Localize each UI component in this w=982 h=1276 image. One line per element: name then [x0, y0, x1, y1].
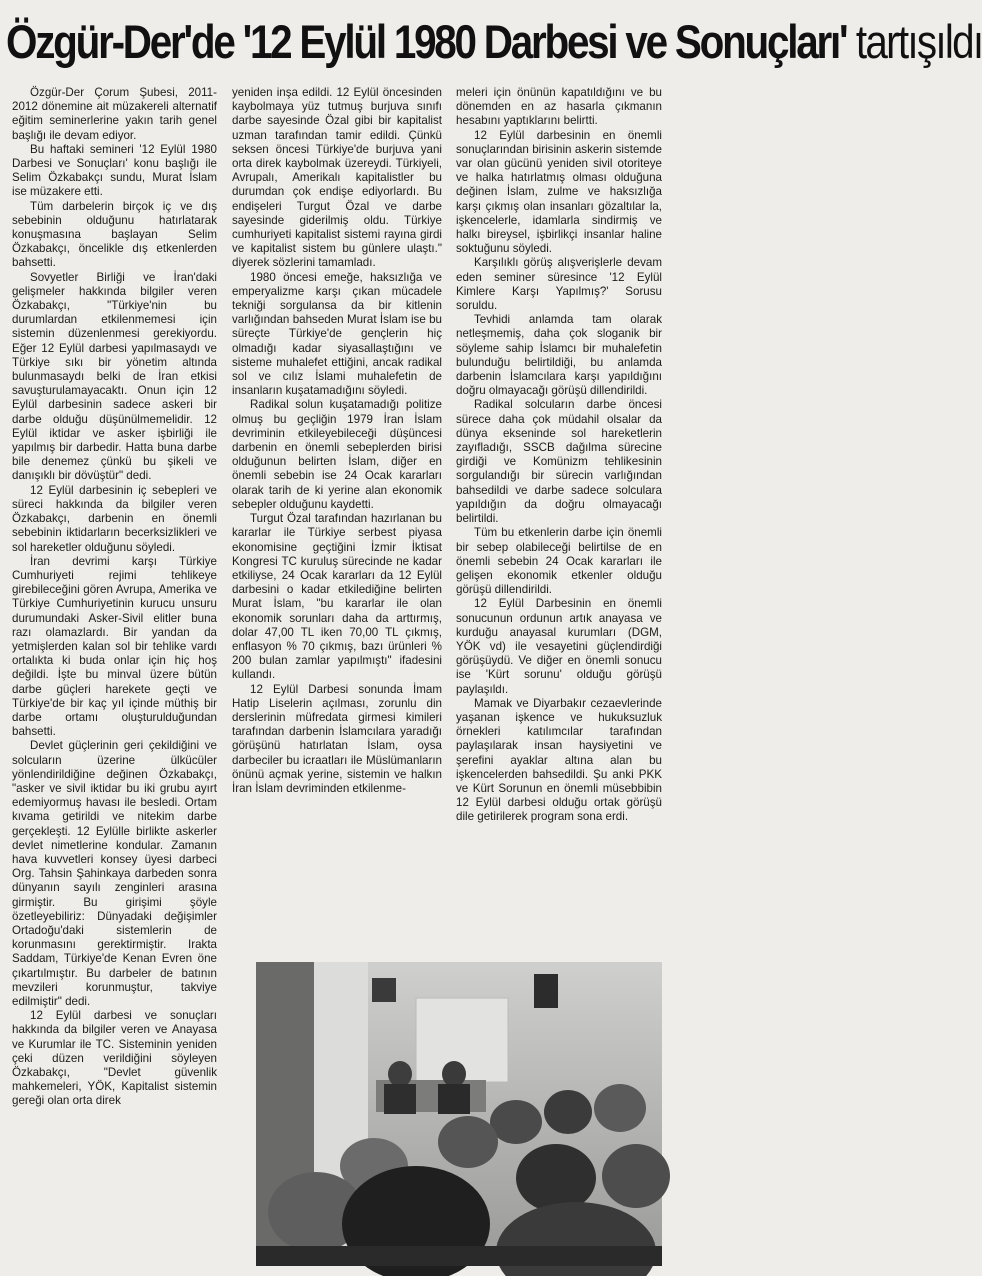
paragraph: Mamak ve Diyarbakır cezaevlerinde yaşanan işkence ve hukuksuzluk örnekleri katılımcılar tarafından paylaşılarak insan haysiyetini ve şerefini ayaklar altına alan bu işkencelerden bahsedildi. Şu anki PKK ve Kürt Sorunun en önemli müsebbibin 12 Eylül darbesi olduğu ortak görüşü dile getirilerek program sona erdi.: [456, 696, 662, 824]
paragraph: 12 Eylül darbesi ve sonuçları hakkında da bilgiler veren ve Anayasa ve Kurumlar ile TC. Sisteminin yeniden çeki düzen verildiğini söyleyen Özkabakçı, "Devlet güvenlik mahkemeleri, YÖK, Kapitalist sistemin gereği olan orta direk: [12, 1009, 217, 1108]
paragraph: 12 Eylül Darbesi sonunda İmam Hatip Liselerin açılması, zorunlu din derslerinin müfredata girmesi kimileri tarafından darbenin İslamcılara yaradığı görüşünü hatırlatan İslam, oysa darbeciler bu icraatları ile Müslümanların önünü açmak yerine, sistemin ve halkın İran İslam devriminden etkilenme-: [232, 682, 442, 795]
paragraph: 1980 öncesi emeğe, haksızlığa ve emperyalizme karşı çıkan mücadele tekniği sorgulansa da bir kitlenin varlığından bahseden Murat İslam ise bu süreçte Türkiye'de gençlerin hiç olmadığı kadar siyasallaştığını ve sisteme muhalefet ettiğini, ancak radikal sol ve cılız İslami muhalefetin de insanların kuşatamadığını söyledi.: [232, 270, 442, 398]
column-3: [456, 86, 662, 825]
paragraph: meleri için önünün kapatıldığını ve bu dönemden en az hasarla çıkmanın hesabını yaptıklarını belirtti.: [456, 86, 662, 128]
paragraph: Turgut Özal tarafından hazırlanan bu kararlar ile Türkiye serbest piyasa ekonomisine geçtiğini İzmir İktisat Kongresi TC kuruluş sürecinde ne kadar etkiliyse, 24 Ocak kararları da 12 Eylül darbesini o kadar etkilediğine belirten Murat İslam, "bu kararlar ile olan ekonomik sorunları daha da arttırmış, dolar 47,00 TL iken 70,00 TL çıkmış, enflasyon % 70 çıkmış, bazı ürünleri % 200 bulan zamlar yapılmıştı" ifadesini kullandı.: [232, 512, 442, 682]
paragraph: Karşılıklı görüş alışverişlerle devam eden seminer süresince '12 Eylül Kimlere Karşı Yapılmış?' Sorusu soruldu.: [456, 256, 662, 313]
paragraph: Tüm darbelerin birçok iç ve dış sebebinin olduğunu hatırlatarak konuşmasına başlayan Selim Özkabakçı, öncelikle dış etkenlerden bahsetti.: [12, 199, 217, 270]
headline-light: tartışıldı: [846, 15, 982, 68]
paragraph: Özgür-Der Çorum Şubesi, 2011-2012 dönemine ait müzakereli alternatif eğitim seminerlerine yakın tarih genel başlığı ile devam ediyor.: [12, 86, 217, 142]
headline-main: Özgür-Der'de '12 Eylül 1980 Darbesi ve Sonuçları': [6, 15, 847, 68]
column-1: [12, 86, 217, 1109]
seminar-photo: [256, 962, 662, 1266]
column-2: [232, 86, 442, 796]
paragraph: 12 Eylül darbesinin en önemli sonuçlarından birisinin askerin sistemde var olan gücünü yeniden sivil otoriteye ve halka hatırlatmış olması olduğuna değinen İslam, zulme ve haksızlığa karşı çıkmış olan insanları gözaltılar la, işkencelerle, idamlarla sindirmiş ve halkı bireysel, işbirlikçi insanlar haline soktuğunu söyledi.: [456, 128, 662, 256]
paragraph: Radikal solcuların darbe öncesi sürece daha çok müdahil olsalar da dünya ekseninde sol hareketlerin zayıfladığı, SSCB dağılma sürecine girdiği ve Komünizm tehlikesinin sorgulandığı bir sürecin varlığından bahsedildi ve darbe sadece solculara yapıldığın da doğru olmayacağı belirtildi.: [456, 398, 662, 526]
paragraph: Tüm bu etkenlerin darbe için önemli bir sebep olabileceği belirtilse de en önemli sebebin 24 Ocak kararları ile gelişen ekonomik etkenler olduğu görüşü dillendirildi.: [456, 526, 662, 597]
paragraph: yeniden inşa edildi. 12 Eylül öncesinden kaybolmaya yüz tutmuş burjuva sınıfı darbe sayesinde Özal gibi bir kapitalist uzman tarafından tamir edildi. Çünkü seksen öncesi Türkiye'de burjuva yani orta direk kaybolmak üzereydi. Türkiyeli, Avrupalı, Amerikalı kapitalistler bu durumdan çok endişe ediyorlardı. Bu endişeleri Turgut Özal ve darbe sayesinde giderilmiş oldu. Türkiye cumhuriyeti kapitalist sistemi rayına girdi ve kapitalist sistem bu günlere ulaştı." diyerek sözlerini tamamladı.: [232, 86, 442, 270]
paragraph: İran devrimi karşı Türkiye Cumhuriyeti rejimi tehlikeye girebileceğini gören Avrupa, Amerika ve Türkiye Cumhuriyetinin kurucu unsuru durumundaki Asker-Sivil elitler buna razı olamazlardı. Bir yandan da yetmişlerden kalan sol bir tehlike vardı ortalıkta ki buda onlar için hiç hoş değildi. İşte bu minval üzere bütün darbe güçleri harekete geçti ve Türkiye'de bir kaç yıl içinde müthiş bir darbe ortamı oluşturulduğundan bahsetti.: [12, 554, 217, 739]
paragraph: 12 Eylül darbesinin iç sebepleri ve süreci hakkında da bilgiler veren Özkabakçı, darbenin en önemli sebebinin iktidarların becerksizlikleri ve sol hareketler olduğunu söyledi.: [12, 483, 217, 554]
paragraph: Bu haftaki semineri '12 Eylül 1980 Darbesi ve Sonuçları' konu başlığı ile Selim Özkabakçı sundu, Murat İslam ise müzakere etti.: [12, 142, 217, 199]
paragraph: Devlet güçlerinin geri çekildiğini ve solcuların üzerine ülkücüler yönlendirildiğine değinen Özkabakçı, "asker ve sivil iktidar bu iki grubu ayırt edemiyormuş havası ile besledi. Ortam kıvama getirildi ve nitekim darbe gerçekleşti. 12 Eylülle birlikte askerler devlet nimetlerine kondular. Zamanın hava kuvvetleri konsey üyesi darbeci Org. Tahsin Şahinkaya darbeden sonra dünyanın sayılı zenginleri arasına girmiştir. Bu girişimi şöyle özetleyebiliriz: Dünyadaki değişimler Ortadoğu'daki sistemlerin de korunmasını gerektirmiştir. Irakta Saddam, Türkiye'de Kenan Evren öne çıkartılmıştır. Bu darbeler de batının mevzileri korunmuştur, takviye edilmiştir" dedi.: [12, 739, 217, 1008]
paragraph: Radikal solun kuşatamadığı politize olmuş bu geçliğin 1979 İran İslam devriminin etkileyebileceği düşüncesi darbenin en önemli sebeplerden birisi olduğunun belirten İslam, diğer en önemli sebebin ise 24 Ocak kararları olarak tarih de ki yerine alan ekonomik sebepler olduğunu kaydetti.: [232, 398, 442, 511]
paragraph: Sovyetler Birliği ve İran'daki gelişmeler hakkında bilgiler veren Özkabakçı, "Türkiye'nin bu durumlardan etkilenmemesi için sistemin düzenlenmesi gerekiyordu. Eğer 12 Eylül darbesi yapılmasaydı ve Türkiye sıkı bir yönetim altında bulunmasaydı belki de İran etkisi savuşturulamayacaktı. Onun için 12 Eylül darbesinin sadece askeri bir darbe olduğu düşünülmemelidir. 12 Eylül iktidar ve asker işbirliği ile yapılmış bir darbedir. Hatta buna darbe bile denemez çünkü bu şikeli ve danışıklı bir dövüştür" dedi.: [12, 270, 217, 483]
paragraph: 12 Eylül Darbesinin en önemli sonucunun ordunun artık anayasa ve kurduğu anayasal kurumları (DGM, YÖK vd) ile vesayetini güçlendirdiği görüşüydü. Ve diğer en önemli sonucu ise 'Kürt sorunu' olduğu görüşü paylaşıldı.: [456, 597, 662, 696]
seminar-photo-illustration: [256, 962, 662, 1266]
headline: [6, 0, 982, 80]
paragraph: Tevhidi anlamda tam olarak netleşmemiş, daha çok sloganik bir söyleme sahip İslamcı bir muhalefetin bulunduğu belirtildiği, bu anlamda darbenin İslamcılara karşı yapıldığını doğru olmayacağı görüşü dillendirildi.: [456, 313, 662, 398]
